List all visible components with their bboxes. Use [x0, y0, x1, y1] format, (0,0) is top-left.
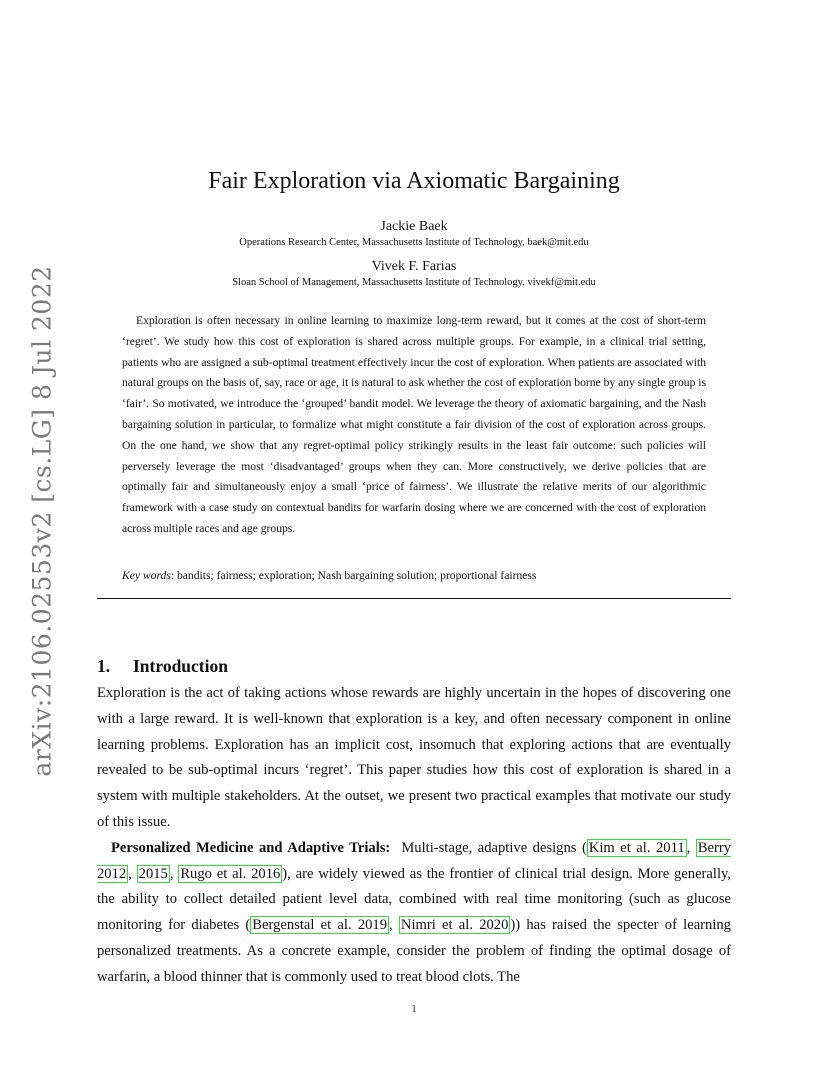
section-divider: [97, 598, 731, 599]
paragraph-text: ,: [128, 865, 137, 882]
personalized-medicine-paragraph: [97, 836, 731, 991]
author-name: Vivek F. Farias: [371, 259, 457, 274]
keywords-label: Key words: [122, 569, 171, 582]
citation-link[interactable]: Bergenstal et al. 2019: [252, 917, 388, 934]
section-heading: [97, 656, 228, 677]
author-affiliation: Operations Research Center, Massachusetts Institute of Technology, baek@mit.edu: [239, 237, 589, 248]
keywords: [122, 569, 706, 582]
run-in-heading: Personalized Medicine and Adaptive Trials:: [111, 839, 391, 856]
section-number: 1.: [97, 656, 111, 676]
abstract: [122, 311, 706, 540]
citation-link[interactable]: Kim et al. 2011: [588, 839, 685, 856]
body-text: [97, 681, 731, 991]
page-number: 1: [411, 1004, 417, 1015]
abstract-text: Exploration is often necessary in online learning to maximize long-term reward, but it comes at the cost of short-term ‘regret’. We study how this cost of exploration is shared across multiple groups. For example, in a clinical trial setting, patients who are assigned a sub-optimal treatment effectively incur the cost of exploration. When patients are associated with natural groups on the basis of, say, race or age, it is natural to ask whether the cost of exploration borne by any single group is ‘fair’. So motivated, we introduce the ‘grouped’ bandit model. We leverage the theory of axiomatic bargaining, and the Nash bargaining solution in particular, to formalize what might constitute a fair division of the cost of exploration across groups. On the one hand, we show that any regret-optimal policy strikingly results in the least fair outcome: such policies will perversely leverage the most ‘disadvantaged’ groups when they can. More constructively, we derive policies that are optimally fair and simultaneously enjoy a small ‘price of fairness’. We illustrate the relative merits of our algorithmic framework with a case study on contextual bandits for warfarin dosing where we are concerned with the cost of exploration across multiple races and age groups.: [122, 314, 706, 535]
citation-link[interactable]: Nimri et al. 2020: [400, 917, 509, 934]
section-title: Introduction: [133, 656, 228, 676]
paragraph-text: ,: [686, 839, 696, 856]
author-name: Jackie Baek: [380, 219, 448, 234]
citation-link[interactable]: Berry 2012: [97, 839, 732, 882]
arxiv-identifier: arXiv:2106.02553v2 [cs.LG] 8 Jul 2022: [27, 265, 57, 777]
citation-link[interactable]: 2015: [138, 865, 168, 882]
citation-link[interactable]: Rugo et al. 2016: [180, 865, 281, 882]
keywords-text: bandits; fairness; exploration; Nash bargaining solution; proportional fairness: [176, 569, 537, 582]
paragraph-text: )) has raised the specter of learning personalized treatments. As a concrete example, consider the problem of finding the optimal dosage of warfarin, a blood thinner that is commonly used to treat blood clots. The: [97, 917, 731, 985]
keywords-colon: :: [170, 569, 177, 582]
author-affiliation: Sloan School of Management, Massachusetts Institute of Technology, vivekf@mit.edu: [232, 277, 596, 288]
paragraph-text: ,: [389, 917, 399, 934]
paragraph-text: ), are widely viewed as the frontier of clinical trial design. More generally, the ability to collect detailed patient level data, combined with real time monitoring (such as glucose monitoring for diabetes (: [97, 865, 731, 934]
intro-paragraph: Exploration is the act of taking actions whose rewards are highly uncertain in the hopes of discovering one with a large reward. It is well-known that exploration is a key, and often necessary component in online learning problems. Exploration has an implicit cost, insomuch that exploring actions that are eventually revealed to be sub-optimal incurs ‘regret’. This paper studies how this cost of exploration is shared in a system with multiple stakeholders. At the outset, we present two practical examples that motivate our study of this issue.: [97, 685, 731, 830]
paragraph-text: Multi-stage, adaptive designs (: [401, 839, 587, 856]
paragraph-text: ,: [169, 865, 179, 882]
paper-title: Fair Exploration via Axiomatic Bargaining: [208, 168, 620, 194]
